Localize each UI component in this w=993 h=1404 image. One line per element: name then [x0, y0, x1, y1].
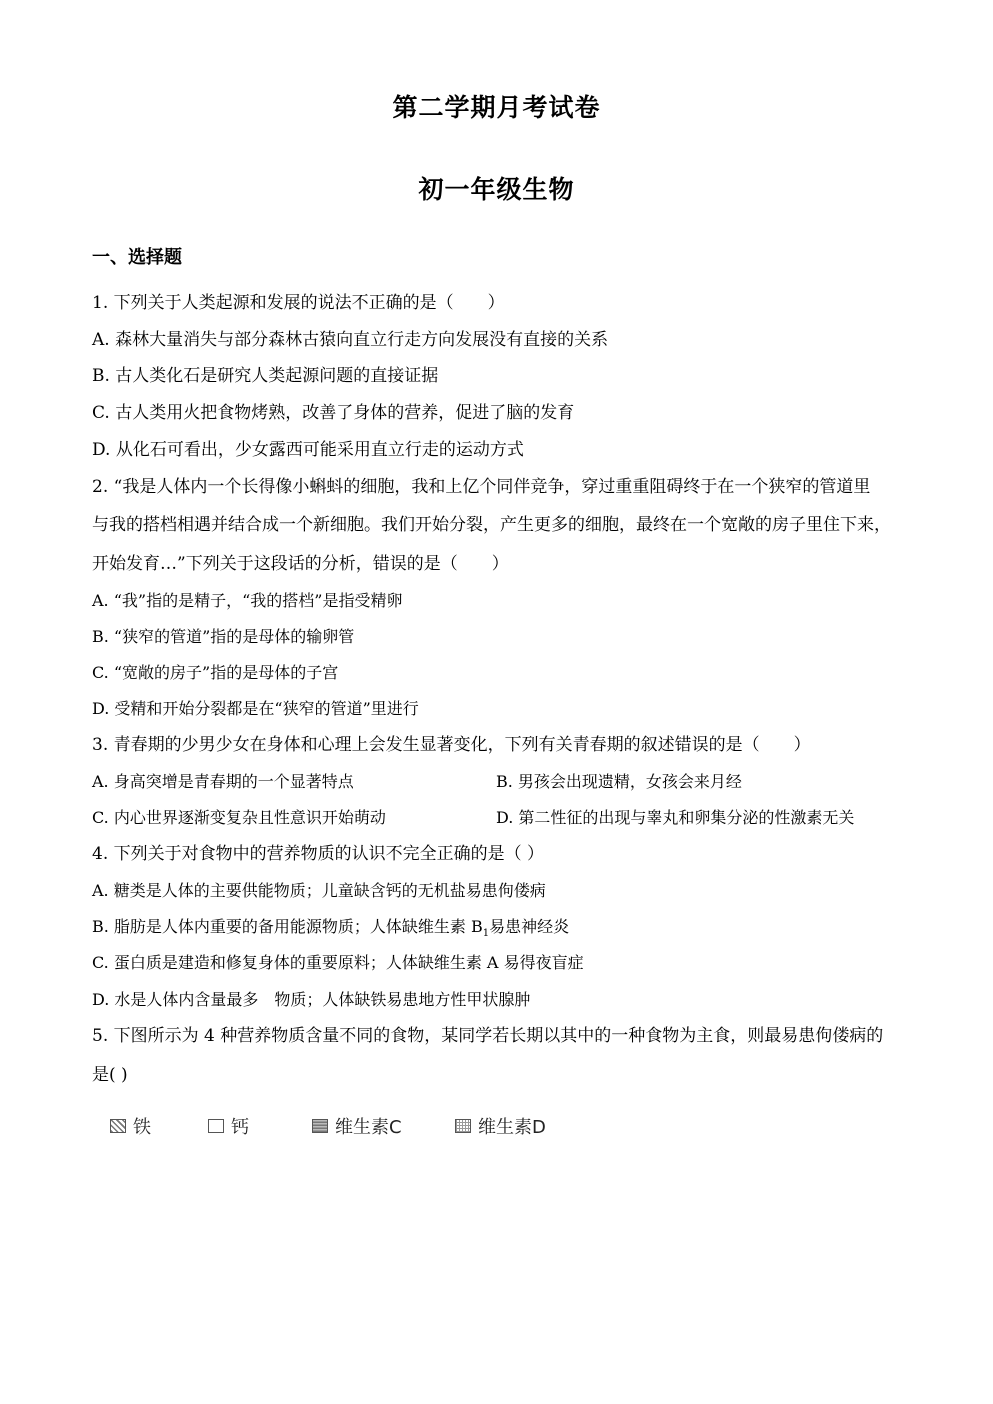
question-1-option-b: B. 古人类化石是研究人类起源问题的直接证据	[92, 366, 439, 386]
question-5-stem-line-2: 是( )	[92, 1065, 128, 1085]
legend-item-calcium	[208, 1113, 249, 1139]
question-5-stem-line-1: 5. 下图所示为 4 种营养物质含量不同的食物，某同学若长期以其中的一种食物为主食，则最易患佝偻病的	[92, 1026, 884, 1046]
question-1-stem: 1. 下列关于人类起源和发展的说法不正确的是（ ）	[92, 293, 505, 313]
question-4-option-b	[92, 916, 569, 945]
vitamin-subscript: 1	[482, 928, 490, 940]
legend-label-vitamin-d: 维生素D	[478, 1117, 546, 1138]
legend-item-vitamin-d	[455, 1113, 546, 1139]
section-heading: 一、选择题	[92, 247, 182, 268]
page-title: 第二学期月考试卷	[392, 93, 601, 122]
question-1-option-a: A. 森林大量消失与部分森林古猿向直立行走方向发展没有直接的关系	[92, 330, 609, 350]
question-4-stem: 4. 下列关于对食物中的营养物质的认识不完全正确的是（ ）	[92, 844, 545, 864]
legend-item-vitamin-c	[312, 1113, 402, 1139]
grid-box-icon	[455, 1119, 471, 1133]
horizontal-stripe-box-icon	[312, 1119, 328, 1133]
question-3-option-c: C. 内心世界逐渐变复杂且性意识开始萌动	[92, 808, 386, 827]
empty-box-icon	[208, 1119, 224, 1133]
question-2-option-b: B. “狭窄的管道”指的是母体的输卵管	[92, 627, 355, 646]
question-3-option-d: D. 第二性征的出现与睾丸和卵集分泌的性激素无关	[496, 808, 855, 827]
question-2-stem-line-2: 与我的搭档相遇并结合成一个新细胞。我们开始分裂，产生更多的细胞，最终在一个宽敞的房子里住下来，	[92, 515, 891, 535]
question-4-option-b-text: B. 脂肪是人体内重要的备用能源物质；人体缺维生素	[92, 917, 466, 936]
question-2-option-a: A. “我”指的是精子，“我的搭档”是指受精卵	[92, 591, 403, 610]
question-4-option-a: A. 糖类是人体的主要供能物质；儿童缺含钙的无机盐易患佝偻病	[92, 881, 546, 900]
legend-label-iron: 铁	[133, 1117, 151, 1138]
question-3-stem: 3. 青春期的少男少女在身体和心理上会发生显著变化，下列有关青春期的叙述错误的是（ ）	[92, 735, 811, 755]
vitamin-letter: B	[471, 917, 483, 936]
legend-label-vitamin-c: 维生素C	[335, 1117, 402, 1138]
question-4-option-b-tail: 易患神经炎	[489, 917, 570, 936]
question-4-option-d: D. 水是人体内含量最多 物质；人体缺铁易患地方性甲状腺肿	[92, 990, 531, 1009]
question-2-stem-line-3: 开始发育…”下列关于这段话的分析，错误的是（ ）	[92, 554, 509, 574]
legend-label-calcium: 钙	[231, 1117, 249, 1138]
question-2-option-d: D. 受精和开始分裂都是在“狭窄的管道”里进行	[92, 699, 419, 718]
question-4-option-c: C. 蛋白质是建造和修复身体的重要原料；人体缺维生素 A 易得夜盲症	[92, 953, 584, 972]
question-2-stem-line-1: 2. “我是人体内一个长得像小蝌蚪的细胞，我和上亿个同伴竞争，穿过重重阻碍终于在一个狭窄的管道里	[92, 477, 871, 497]
question-3-option-b: B. 男孩会出现遗精，女孩会来月经	[496, 772, 742, 791]
legend-item-iron	[110, 1113, 151, 1139]
question-3-option-a: A. 身高突增是青春期的一个显著特点	[92, 772, 354, 791]
chart-legend	[0, 1113, 993, 1143]
page-subtitle: 初一年级生物	[418, 175, 575, 204]
question-1-option-c: C. 古人类用火把食物烤熟，改善了身体的营养，促进了脑的发育	[92, 403, 575, 423]
question-2-option-c: C. “宽敞的房子”指的是母体的子宫	[92, 663, 339, 682]
question-1-option-d: D. 从化石可看出，少女露西可能采用直立行走的运动方式	[92, 440, 524, 460]
diagonal-hatch-box-icon	[110, 1119, 126, 1133]
